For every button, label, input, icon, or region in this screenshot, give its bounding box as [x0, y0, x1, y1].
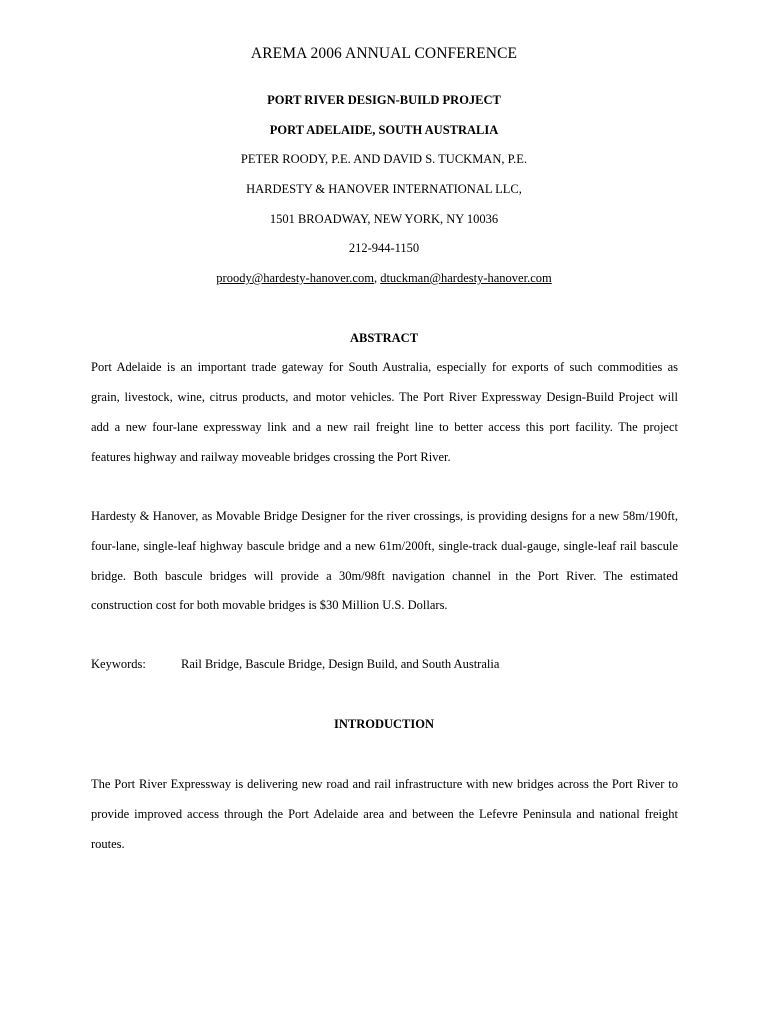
abstract-p2-line: Hardesty & Hanover, as Movable Bridge Designer for the river crossings, is providing designs for a new 58m/190ft, [91, 509, 678, 523]
phone-number: 212-944-1150 [348, 241, 420, 255]
project-title: PORT RIVER DESIGN-BUILD PROJECT [267, 93, 501, 107]
abstract-p1-line: grain, livestock, wine, citrus products, and motor vehicles. The Port River Expressway Design-Build Project will [91, 390, 678, 404]
conference-title: AREMA 2006 ANNUAL CONFERENCE [250, 45, 518, 62]
abstract-p2-line: bridge. Both bascule bridges will provide a 30m/98ft navigation channel in the Port River. The estimated [91, 569, 678, 583]
abstract-p2-line: construction cost for both movable bridges is $30 Million U.S. Dollars. [91, 598, 448, 612]
abstract-p1-line: Port Adelaide is an important trade gateway for South Australia, especially for exports of such commodities as [91, 360, 678, 374]
abstract-p1-line: features highway and railway moveable bridges crossing the Port River. [91, 450, 451, 464]
company-address: 1501 BROADWAY, NEW YORK, NY 10036 [269, 212, 499, 226]
email-link-roody[interactable]: proody@hardesty-hanover.com [216, 271, 374, 285]
intro-p1-line: The Port River Expressway is delivering new road and rail infrastructure with new bridges across the Port River to [91, 777, 678, 791]
abstract-p2-line: four-lane, single-leaf highway bascule bridge and a new 61m/200ft, single-track dual-gauge, single-leaf rail bascule [91, 539, 678, 553]
intro-p1-line: routes. [91, 837, 125, 851]
company-name: HARDESTY & HANOVER INTERNATIONAL LLC, [246, 182, 522, 196]
email-line [0, 271, 768, 286]
introduction-heading: INTRODUCTION [333, 717, 434, 731]
abstract-p1-line: add a new four-lane expressway link and a new rail freight line to better access this port facility. The project [91, 420, 678, 434]
keywords-label: Keywords: [91, 657, 146, 671]
email-separator: , [373, 271, 378, 285]
authors: PETER ROODY, P.E. AND DAVID S. TUCKMAN, P.E. [240, 152, 528, 166]
email-link-tuckman[interactable]: dtuckman@hardesty-hanover.com [380, 271, 552, 285]
project-location: PORT ADELAIDE, SOUTH AUSTRALIA [269, 123, 499, 137]
keywords-value: Rail Bridge, Bascule Bridge, Design Build, and South Australia [181, 657, 500, 671]
abstract-heading: ABSTRACT [349, 331, 419, 345]
intro-p1-line: provide improved access through the Port Adelaide area and between the Lefevre Peninsula and national freight [91, 807, 678, 821]
